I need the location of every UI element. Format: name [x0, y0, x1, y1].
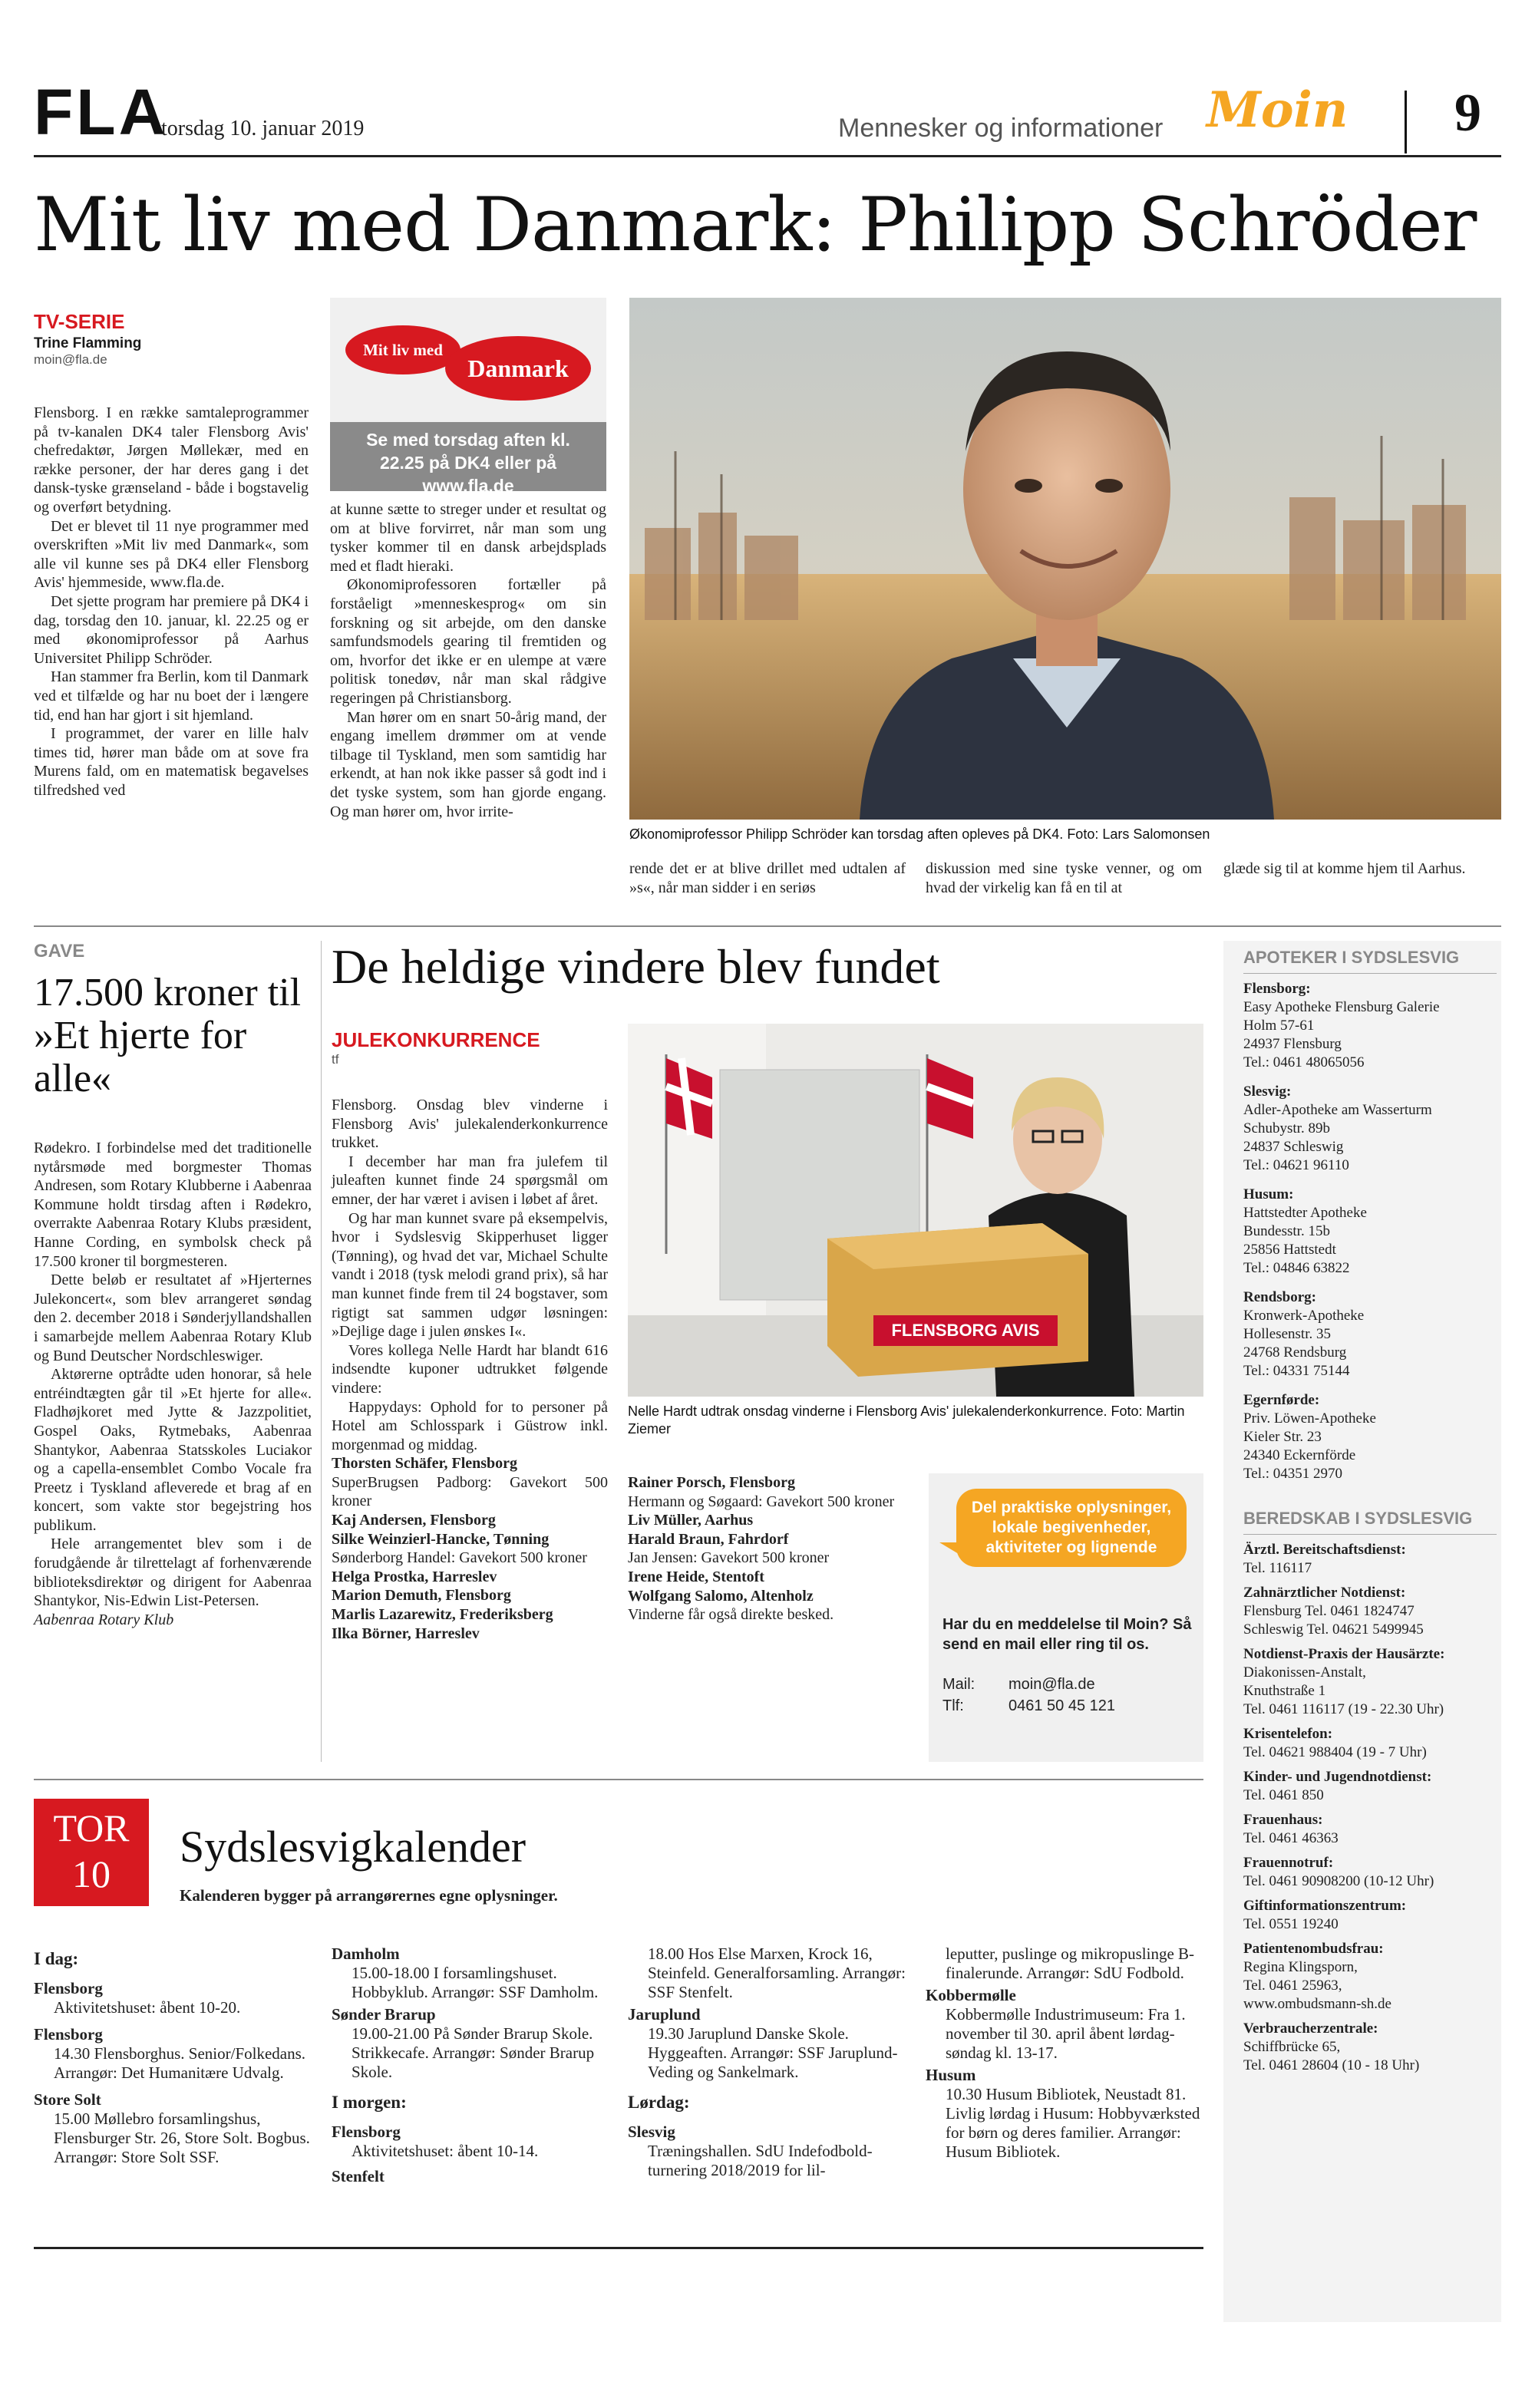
gave-p: Rødekro. I forbindelse med det traditionelle nytårsmøde med borgmester Thomas Andresen, som Rotary Klubberne i Aabenraa Kommune holdt tirsdag aften i Rødekro, overrakte Aabenraa Rotary Klubs præsident, Hanne Cording, en symbolsk check på 17.500 kroner til borgmesteren.: [34, 1140, 312, 1270]
calendar-place: Flensborg: [34, 1979, 103, 1997]
winner-name: Ilka Börner, Harreslev: [332, 1625, 480, 1642]
moin-bubble: Del praktiske oplysninger, lokale begivenheder, aktiviteter og lignende: [956, 1489, 1187, 1567]
calendar-event: leputter, puslinge og mikropuslinge B-finalerunde. Arrangør: SdU Fodbold.: [946, 1945, 1195, 1982]
calendar-event: 15.00 Møllebro forsamlingshus, Flensburger Str. 26, Store Solt. Bogbus. Arrangør: Store Solt SSF.: [54, 2109, 310, 2166]
calendar-event: 18.00 Hos Else Marxen, Krock 16, Steinfeld. Generalforsamling. Arrangør: SSF Stenfelt.: [648, 1945, 906, 2001]
main-col-3: rende det er at blive drillet med udtalen af »s«, når man sidder i en seriøs: [629, 860, 906, 896]
winner-name: Thorsten Schäfer, Flensborg: [332, 1455, 518, 1473]
beredskab-entry: [1243, 1645, 1497, 1719]
header-divider: [1405, 91, 1407, 153]
portrait-illustration: [629, 298, 1501, 820]
winner-entry: [332, 1454, 608, 1511]
gave-body: [34, 1139, 312, 1629]
calendar-event: Kobbermølle Industrimuseum: Fra 1. november til 30. april åbent lørdag-søndag kl. 13-17.: [946, 2005, 1186, 2062]
apotek-city: Rendsborg:: [1243, 1289, 1317, 1305]
apotek-title: APOTEKER I SYDSLESVIG: [1243, 948, 1460, 967]
calendar-col-1: [34, 1941, 312, 2167]
main-col1-p: I programmet, der varer en lille halv times tid, hører man både om at sove fra Murens fald, om en matematisk begavelses tilfredshed ved: [34, 725, 309, 799]
winners-body: [332, 1096, 608, 1643]
beredskab-name: Notdienst-Praxis der Hausärzte:: [1243, 1646, 1445, 1662]
issue-date: torsdag 10. januar 2019: [161, 117, 365, 140]
moin-phone[interactable]: 0461 50 45 121: [1008, 1697, 1116, 1714]
beredskab-name: Ärztl. Bereitschaftsdienst:: [1243, 1542, 1406, 1558]
beredskab-line: Tel. 0461 90908200 (10-12 Uhr): [1243, 1873, 1434, 1889]
promo-bubble-small-text: Mit liv med: [363, 341, 443, 359]
beredskab-name: Verbraucherzentrale:: [1243, 2020, 1378, 2037]
promo-box: [330, 298, 606, 496]
moin-phone-label: Tlf:: [942, 1697, 964, 1714]
beredskab-line: Tel. 04621 988404 (19 - 7 Uhr): [1243, 1744, 1427, 1760]
calendar-date-badge: [34, 1799, 149, 1906]
apotek-section: [1243, 948, 1497, 2081]
main-photo-caption: Økonomiprofessor Philipp Schröder kan torsdag aften opleves på DK4. Foto: Lars Salomonsen: [629, 826, 1210, 842]
main-headline: Mit liv med Danmark: Philipp Schröder: [34, 182, 1477, 268]
winner-name: Wolfgang Salomo, Altenholz: [628, 1587, 814, 1605]
apotek-line: Tel.: 04351 2970: [1243, 1466, 1343, 1482]
apotek-line: Bundesstr. 15b: [1243, 1223, 1330, 1239]
apotek-city: Husum:: [1243, 1186, 1294, 1202]
apotek-city: Egernførde:: [1243, 1392, 1320, 1408]
winners-photo: [628, 1024, 1203, 1397]
beredskab-line: Schiffbrücke 65,: [1243, 2039, 1341, 2055]
winners-photo-caption: Nelle Hardt udtrak onsdag vinderne i Flensborg Avis' julekalenderkonkurrence. Foto: Martin Ziemer: [628, 1404, 1185, 1437]
beredskab-name: Giftinformationszentrum:: [1243, 1898, 1407, 1914]
winner-entry: [332, 1511, 608, 1530]
apotek-line: Tel.: 04846 63822: [1243, 1260, 1350, 1276]
apotek-entry: [1243, 1288, 1497, 1380]
beredskab-line: Diakonissen-Anstalt,: [1243, 1664, 1366, 1681]
winner-entry: [628, 1587, 906, 1625]
winners-p: Og har man kunnet svare på eksempelvis, hvor i Sydslesvig Skipperhuset ligger (Tønning), og hvad det var, Michael Schulte vandt i 2018 (tysk melodi grand prix), så har man kunnet finde frem til 24 bogstaver, som rigtigt sat sammen udgør løsningen: »Dejlige dage i julen ønskes I«.: [332, 1209, 608, 1341]
apotek-city: Flensborg:: [1243, 981, 1311, 997]
beredskab-line: Knuthstraße 1: [1243, 1683, 1326, 1699]
beredskab-entry: [1243, 1811, 1497, 1848]
moin-contact-box: [929, 1473, 1203, 1762]
winners-meta: [332, 1028, 609, 1067]
apotek-city: Slesvig:: [1243, 1084, 1292, 1100]
beredskab-entry: [1243, 1768, 1497, 1805]
calendar-place: Damholm: [332, 1945, 400, 1963]
calendar-event: 10.30 Husum Bibliotek, Neustadt 81. Livlig lørdag i Husum: Hobbyværksted for børn og deres familier. Arrangør: Husum Bibliotek.: [946, 2085, 1200, 2161]
section-title: Mennesker og informationer: [838, 114, 1164, 143]
winner-entry: [332, 1568, 608, 1587]
beredskab-entry: [1243, 2020, 1497, 2075]
moin-bubble-tail: [939, 1542, 962, 1556]
calendar-place: Jaruplund: [628, 2005, 701, 2024]
beredskab-entry: [1243, 1725, 1497, 1762]
beredskab-entry: [1243, 1940, 1497, 2014]
apotek-line: Kronwerk-Apotheke: [1243, 1308, 1365, 1324]
winner-name: Marion Demuth, Flensborg: [332, 1587, 511, 1605]
gave-article: [34, 941, 312, 1100]
page-bottom-rule: [34, 2247, 1203, 2249]
calendar-place: Slesvig: [628, 2123, 675, 2141]
apotek-entry: [1243, 1186, 1497, 1278]
beredskab-name: Kinder- und Jugendnotdienst:: [1243, 1769, 1432, 1785]
beredskab-line: Tel. 0551 19240: [1243, 1916, 1339, 1932]
apotek-line: 24340 Eckernförde: [1243, 1447, 1356, 1463]
apotek-line: Schubystr. 89b: [1243, 1120, 1330, 1136]
beredskab-entry: [1243, 1854, 1497, 1891]
calendar-title: Sydslesvigkalender: [180, 1822, 527, 1872]
calendar-event: Aktivitetshuset: åbent 10-14.: [352, 2142, 539, 2160]
gave-p: Hele arrangementet blev som i de forudgående år tilrettelagt af forhenværende biblioteksdirektør og dirigent for Aabenraa Shantykor, Nis-Edwin List-Petersen.: [34, 1536, 312, 1610]
main-col2-p: at kunne sætte to streger under et resultat og om at blive forvirret, når man som ung tysker kommer til en dansk arbejdsplads med et fladt hieraki.: [330, 501, 606, 575]
calendar-place: Kobbermølle: [926, 1986, 1016, 2004]
promo-bubble-big-text: Danmark: [467, 355, 569, 382]
moin-mail-label: Mail:: [942, 1676, 975, 1693]
winners-p: Happydays: Ophold for to personer på Hotel am Schlosspark i Güstrow inkl. morgenmad og middag.: [332, 1398, 608, 1453]
winner-name: Kaj Andersen, Flensborg: [332, 1512, 496, 1529]
beredskab-line: Tel. 0461 116117 (19 - 22.30 Uhr): [1243, 1701, 1444, 1717]
apotek-line: Tel.: 04331 75144: [1243, 1363, 1350, 1379]
winner-name: Rainer Porsch, Flensborg: [628, 1474, 795, 1491]
winner-entry: [628, 1568, 906, 1587]
apotek-line: 25856 Hattstedt: [1243, 1242, 1336, 1258]
moin-question: Har du en meddelelse til Moin? Så send en mail eller ring til os.: [942, 1616, 1192, 1653]
main-col-5: glæde sig til at komme hjem til Aarhus.: [1223, 860, 1466, 877]
apotek-line: Kieler Str. 23: [1243, 1429, 1322, 1445]
main-byline: [34, 310, 302, 368]
page-number: 9: [1454, 84, 1481, 143]
apotek-entry: [1243, 1391, 1497, 1483]
winners-kicker: JULEKONKURRENCE: [332, 1028, 540, 1051]
section-rule: [34, 925, 1501, 927]
beredskab-line: Tel. 116117: [1243, 1560, 1312, 1576]
winner-name: Liv Müller, Aarhus: [628, 1512, 754, 1529]
beredskab-line: Tel. 0461 25963,: [1243, 1978, 1342, 1994]
winner-name: Marlis Lazarewitz, Frederiksberg: [332, 1606, 553, 1624]
main-col2-p: Man hører om en snart 50-årig mand, der engang imellem drømmer om at vende tilbage til Tyskland, men som samtidig har erkendt, at han nok ikke passer så godt ind i det tyske system, som han gjorde engang. Og man hører om, hvor irrite-: [330, 708, 606, 820]
apotek-entry: [1243, 980, 1497, 1072]
winners-headline: De heldige vindere blev fundet: [332, 939, 940, 994]
promo-bubble-big: [445, 336, 591, 401]
winners-p: Vores kollega Nelle Hardt har blandt 616 indsendte kuponer udtrukket følgende vindere:: [332, 1341, 608, 1397]
winners-col-2: [628, 1473, 906, 1625]
beredskab-title: BEREDSKAB I SYDSLESVIG: [1243, 1509, 1473, 1528]
main-col2-p: Økonomiprofessoren fortæller på forståeligt »menneskesprog« om sin forskning og sit arbejde, om den danske samfundsmodels gearing til fremtiden og om, hvorfor det ikke er en ulempe at være politisk tonedøv, når man skal rådgive regeringen på Christiansborg.: [330, 576, 606, 707]
beredskab-line: Flensburg Tel. 0461 1824747: [1243, 1603, 1415, 1619]
main-email[interactable]: moin@fla.de: [34, 352, 107, 367]
calendar-place: Flensborg: [332, 2123, 401, 2141]
winner-entry: [628, 1473, 906, 1511]
gave-headline: 17.500 kroner til »Et hjerte for alle«: [34, 971, 302, 1100]
main-col-1: [34, 404, 309, 800]
beredskab-entry: [1243, 1897, 1497, 1934]
winner-entry: [332, 1530, 608, 1568]
apotek-line: 24768 Rendsburg: [1243, 1344, 1347, 1361]
beredskab-name: Zahnärztlicher Notdienst:: [1243, 1585, 1406, 1601]
calendar-place: Sønder Brarup: [332, 2005, 436, 2024]
apotek-line: Hattstedter Apotheke: [1243, 1205, 1367, 1221]
header: [0, 0, 1535, 161]
calendar-event: 19.30 Jaruplund Danske Skole. Hyggeaften. Arrangør: SSF Jaruplund-Veding og Sankelmark.: [648, 2024, 898, 2081]
winners-p: I december har man fra julefem til juleaften kunnet finde 24 spørgsmål om emner, der har været i avisen i løbet af året.: [332, 1153, 608, 1208]
beredskab-line: Tel. 0461 46363: [1243, 1830, 1339, 1846]
winner-prize: Hermann og Søgaard: Gavekort 500 kroner: [628, 1493, 895, 1510]
calendar-event: Træningshallen. SdU Indefodbold-turnering 2018/2019 for lil-: [648, 2142, 873, 2179]
apotek-line: 24937 Flensburg: [1243, 1036, 1342, 1052]
calendar-col-4: [926, 1945, 1203, 2162]
calendar-event: 15.00-18.00 I forsamlingshuset. Hobbyklub. Arrangør: SSF Damholm.: [352, 1964, 599, 2001]
moin-logo[interactable]: Moin: [1207, 81, 1348, 139]
beredskab-line: Schleswig Tel. 04621 5499945: [1243, 1621, 1424, 1638]
calendar-place: Flensborg: [34, 2025, 103, 2044]
winner-entry: [332, 1625, 608, 1644]
main-photo: [629, 298, 1501, 820]
gave-p: Aktørerne optrådte uden honorar, så hele entréindtægten går til »Et hjerte for alle«. Fladhøjkoret med Jytte & Jazzpolitiet, Gospel Oaks, Rytmebaks, Aabenraa Shantykor, Aabenraa Statsskoles Luciakor og a capella-ensemblet Combo Vocale fra Preetz i Tyskland afleverede et brag af en koncert, som vakte stor begejstring hos publikum.: [34, 1366, 312, 1534]
calendar-col-3: [628, 1945, 906, 2180]
apotek-title-rule: [1243, 973, 1497, 974]
apotek-line: Tel.: 04621 96110: [1243, 1157, 1349, 1173]
apotek-line: Easy Apotheke Flensburg Galerie: [1243, 999, 1440, 1015]
beredskab-entry: [1243, 1584, 1497, 1639]
apotek-line: Holm 57-61: [1243, 1018, 1315, 1034]
winner-entry: [628, 1530, 906, 1568]
calendar-day: Lørdag:: [628, 2093, 690, 2112]
apotek-line: 24837 Schleswig: [1243, 1139, 1344, 1155]
calendar-badge-num: 10: [72, 1852, 111, 1895]
calendar-event: Aktivitetshuset: åbent 10-20.: [54, 1998, 241, 2017]
beredskab-line: Tel. 0461 850: [1243, 1787, 1324, 1803]
apotek-entry: [1243, 1083, 1497, 1175]
winner-name: Irene Heide, Stentoft: [628, 1568, 764, 1585]
calendar-place: Husum: [926, 2066, 976, 2084]
beredskab-name: Frauennotruf:: [1243, 1855, 1334, 1871]
calendar-place: Stenfelt: [332, 2167, 385, 2185]
winner-prize: SuperBrugsen Padborg: Gavekort 500 kroner: [332, 1473, 608, 1510]
main-col1-p: Det er blevet til 11 nye programmer med overskriften »Mit liv med Danmark«, som alle vil kunne ses på DK4 eller Flensborg Avis' hjemmeside, www.fla.de.: [34, 517, 309, 592]
header-rule: [34, 155, 1501, 157]
calendar-col-2: [332, 1945, 608, 2186]
beredskab-name: Frauenhaus:: [1243, 1812, 1323, 1828]
promo-bubble-small: [345, 325, 460, 374]
winner-prize: Vinderne får også direkte besked.: [628, 1606, 834, 1624]
calendar-top-rule: [34, 1779, 1203, 1780]
calendar-place: Store Solt: [34, 2090, 101, 2109]
winner-prize: Jan Jensen: Gavekort 500 kroner: [628, 1549, 830, 1567]
main-col-2: [330, 500, 606, 821]
beredskab-name: Krisentelefon:: [1243, 1726, 1333, 1742]
beredskab-line: Regina Klingsporn,: [1243, 1959, 1358, 1975]
calendar-badge-day: TOR: [53, 1806, 130, 1849]
winner-name: Helga Prostka, Harreslev: [332, 1568, 497, 1585]
calendar-event: 14.30 Flensborghus. Senior/Folkedans. Arrangør: Det Humanitære Udvalg.: [54, 2044, 306, 2082]
main-col1-p: Flensborg. I en række samtaleprogrammer på tv-kanalen DK4 taler Flensborg Avis' chefredaktør, Jørgen Møllekær, med en række personer, der har deres gang i det dansk-tyske grænseland - både i bogstavelig og overført betydning.: [34, 404, 309, 516]
promo-text[interactable]: Se med torsdag aften kl. 22.25 på DK4 eller på www.fla.de: [366, 430, 570, 496]
beredskab-line[interactable]: www.ombudsmann-sh.de: [1243, 1996, 1391, 2012]
apotek-line: Adler-Apotheke am Wasserturm: [1243, 1102, 1432, 1118]
winner-prize: Sønderborg Handel: Gavekort 500 kroner: [332, 1549, 587, 1567]
calendar-event: 19.00-21.00 På Sønder Brarup Skole. Strikkecafe. Arrangør: Sønder Brarup Skole.: [352, 2024, 595, 2081]
winner-name: Harald Braun, Fahrdorf: [628, 1530, 789, 1548]
main-col1-p: Det sjette program har premiere på DK4 i dag, torsdag den 10. januar, kl. 22.25 og er med økonomiprofessor på Aarhus Universitet Philipp Schröder.: [34, 592, 309, 667]
gave-signature: Aabenraa Rotary Klub: [34, 1611, 174, 1628]
calendar-day: I morgen:: [332, 2093, 407, 2112]
apotek-line: Tel.: 0461 48065056: [1243, 1054, 1365, 1070]
apotek-line: Hollesenstr. 35: [1243, 1326, 1331, 1342]
moin-mail[interactable]: moin@fla.de: [1008, 1676, 1095, 1693]
vertical-rule: [321, 941, 322, 1762]
winner-entry: [628, 1511, 906, 1530]
fla-logo[interactable]: FLA: [34, 76, 169, 148]
winners-p: Flensborg. Onsdag blev vinderne i Flensborg Avis' julekalenderkonkurrence trukket.: [332, 1097, 608, 1152]
gave-p: Dette beløb er resultatet af »Hjerternes Julekoncert«, som blev arrangeret søndag den 2. december 2018 i Sønderjyllandshallen i samarbejde mellem Aabenraa Rotary Klub og Bund Deutscher Nordschleswiger.: [34, 1272, 312, 1364]
calendar-subtitle: Kalenderen bygger på arrangørernes egne oplysninger.: [180, 1886, 558, 1905]
main-kicker: TV-SERIE: [34, 310, 125, 333]
winner-entry: [332, 1605, 608, 1625]
main-col-4: diskussion med sine tyske venner, og om hvad der virkelig kan få en til at: [926, 860, 1202, 896]
beredskab-title-rule: [1243, 1534, 1497, 1535]
flensborg-avis-box-label: FLENSBORG AVIS: [891, 1321, 1040, 1340]
apotek-line: Priv. Löwen-Apotheke: [1243, 1410, 1376, 1427]
winner-entry: [332, 1586, 608, 1605]
beredskab-name: Patientenombudsfrau:: [1243, 1941, 1384, 1957]
winners-author: tf: [332, 1052, 339, 1067]
calendar-day: I dag:: [34, 1949, 79, 1968]
main-col1-p: Han stammer fra Berlin, kom til Danmark ved et tilfælde og har nu boet der i længere tid, end han har gjort i sit hjemland.: [34, 668, 309, 724]
winner-name: Silke Weinzierl-Hancke, Tønning: [332, 1530, 550, 1548]
main-author: Trine Flamming: [34, 335, 142, 351]
beredskab-entry: [1243, 1541, 1497, 1578]
gave-kicker: GAVE: [34, 941, 85, 962]
beredskab-line: Tel. 0461 28604 (10 - 18 Uhr): [1243, 2057, 1420, 2073]
